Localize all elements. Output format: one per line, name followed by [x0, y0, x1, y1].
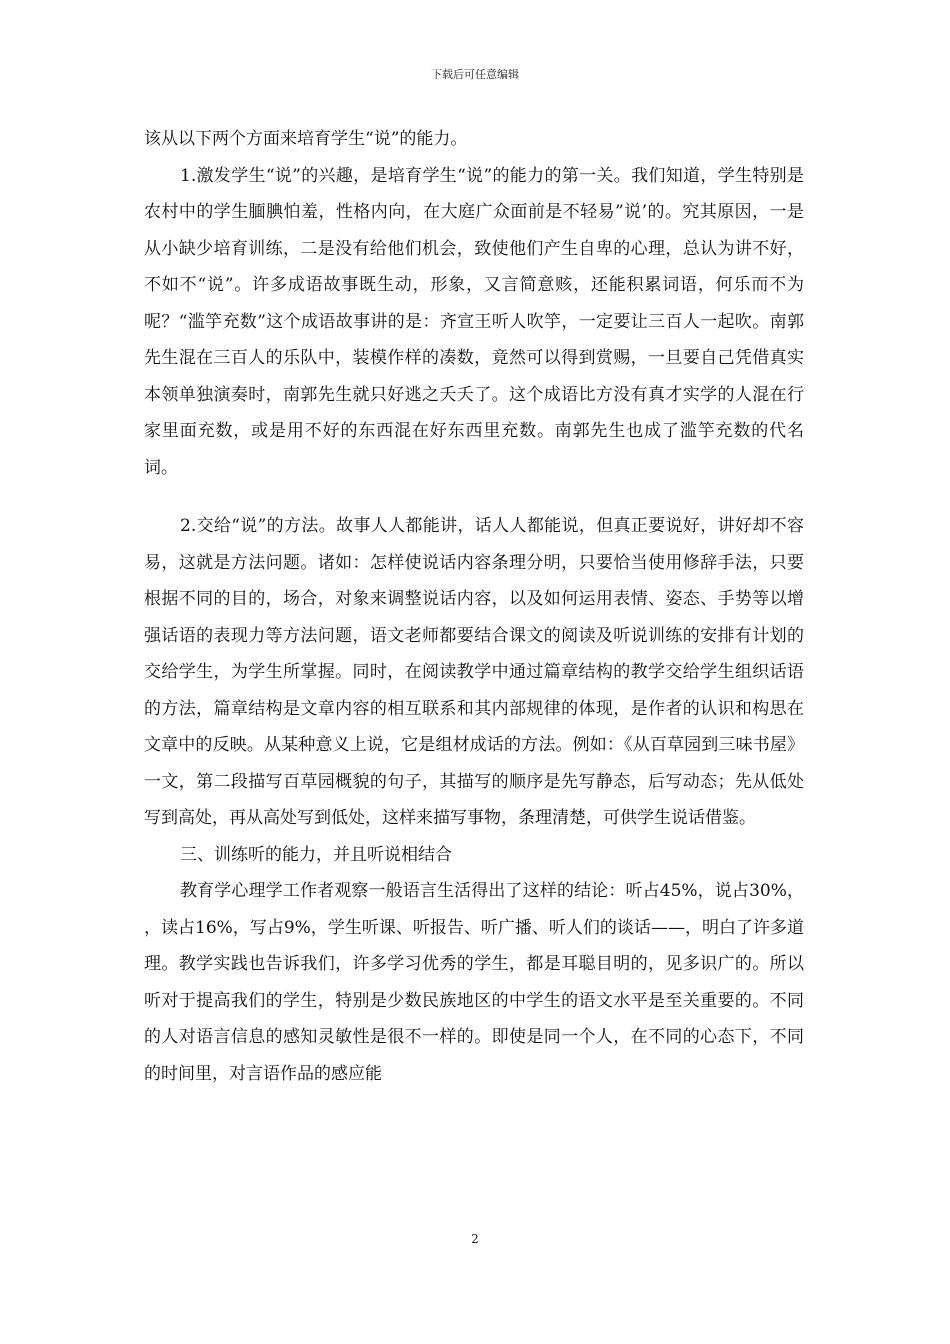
paragraph-intro: 该从以下两个方面来培育学生“说”的能力。 [144, 129, 468, 149]
paragraph-section-3: 教育学心理学工作者观察一般语言生活得出了这样的结论：听占45%，说占30%， ，读占16%，写占9%，学生听课、听报告、听广播、听人们的谈话——，明白了许多道理。教学实践也告诉我们，许多学习优秀的学生，都是耳聪目明的，见多识广的。所以听对于提高我们的学生，特别是少数民族地区的中学生的语文水平是至关重要的。不同的人对语言信息的感知灵敏性是很不一样的。即使是同一个人，在不同的心态下，不同的时间里，对言语作品的感应能 [144, 881, 804, 1084]
page-number: 2 [471, 1232, 479, 1246]
page-header: 下载后可任意编辑 [431, 68, 519, 81]
document-body [144, 121, 804, 1092]
section-heading: 三、训练听的能力，并且听说相结合 [180, 844, 452, 865]
paragraph-point-1: 1.激发学生“说”的兴趣，是培育学生“说”的能力的第一关。我们知道，学生特别是农村中的学生腼腆怕羞，性格内向，在大庭广众面前是不轻易”说’的。究其原因，一是从小缺少培育训练，二是没有给他们机会，致使他们产生自卑的心理，总认为讲不好，不如不“说”。许多成语故事既生动，形象，又言简意赅，还能积累词语，何乐而不为呢？“滥竽充数”这个成语故事讲的是：齐宣王听人吹竽，一定要让三百人一起吹。南郭先生混在三百人的乐队中，装模作样的凑数，竟然可以得到赏赐，一旦要自己凭借真实本领单独演奏时，南郭先生就只好逃之夭夭了。这个成语比方没有真才实学的人混在行家里面充数，或是用不好的东西混在好东西里充数。南郭先生也成了滥竽充数的代名词。 [144, 165, 804, 478]
paragraph-point-2: 2.交给“说”的方法。故事人人都能讲，话人人都能说，但真正要说好，讲好却不容易，这就是方法问题。诸如：怎样使说话内容条理分明，只要恰当使用修辞手法，只要根据不同的目的，场合，对象来调整说话内容，以及如何运用表情、姿态、手势等以增强话语的表现力等方法问题，语文老师都要结合课文的阅读及听说训练的安排有计划的交给学生，为学生所掌握。同时，在阅读教学中通过篇章结构的教学交给学生组织话语的方法，篇章结构是文章内容的相互联系和其内部规律的体现，是作者的认识和构思在文章中的反映。从某种意义上说，它是组材成话的方法。例如：《从百草园到三味书屋》一文，第二段描写百草园概貌的句子，其描写的顺序是先写静态，后写动态；先从低处写到高处，再从高处写到低处，这样来描写事物，条理清楚，可供学生说话借鉴。 [144, 516, 804, 828]
